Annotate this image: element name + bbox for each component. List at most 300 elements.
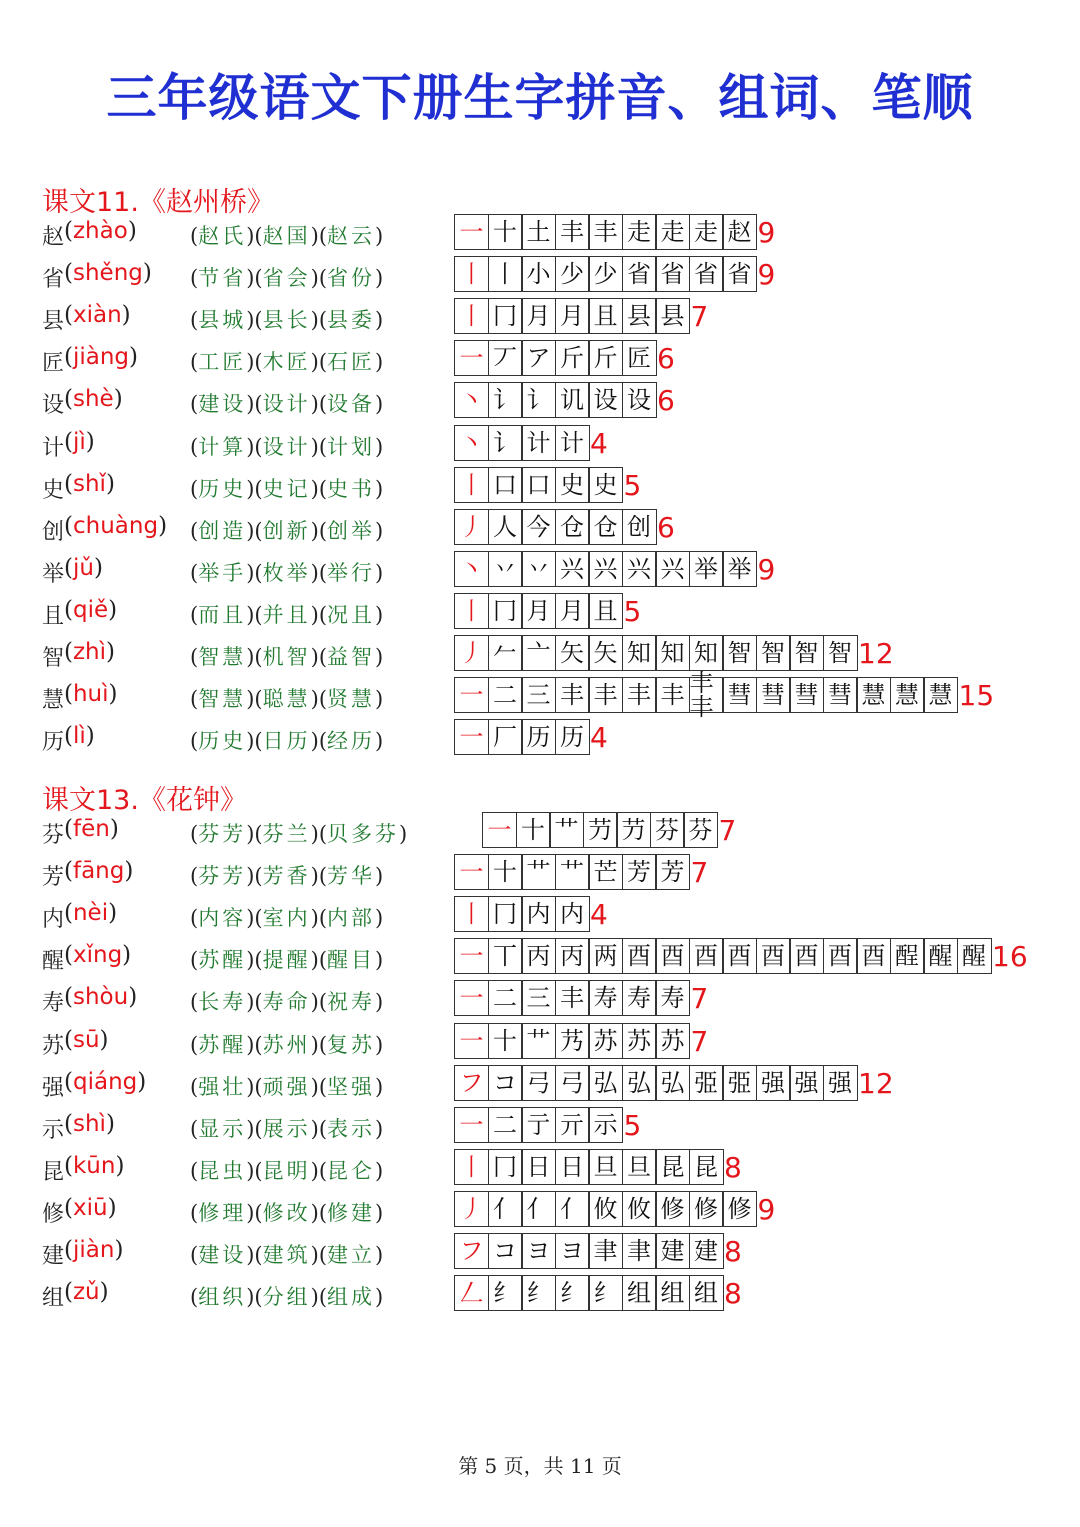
- word: 芳华: [327, 864, 376, 889]
- pinyin: (xǐng): [64, 942, 132, 969]
- stroke-step: 走: [655, 214, 690, 250]
- stroke-step: 兴: [555, 551, 590, 587]
- word: 醒目: [327, 948, 376, 973]
- stroke-step: 十: [516, 812, 551, 848]
- pinyin: (lì): [64, 723, 95, 750]
- word: 修建: [327, 1200, 376, 1225]
- word: 计算: [198, 434, 247, 459]
- stroke-step: 讥: [555, 382, 590, 418]
- stroke-step: 内: [521, 896, 556, 932]
- word-list: (智慧)(聪慧)(贤慧): [190, 687, 384, 712]
- word: 内部: [327, 906, 376, 931]
- character: 昆: [42, 1159, 65, 1185]
- word: 修理: [198, 1200, 247, 1225]
- stroke-order-grid: [454, 635, 858, 671]
- stroke-step: 弫: [722, 1065, 757, 1101]
- word: 赵云: [327, 224, 376, 248]
- stroke-step: 弓: [555, 1065, 590, 1101]
- stroke-step: 艹: [555, 854, 590, 890]
- stroke-step: 慧: [856, 677, 891, 713]
- word: 芬芳: [198, 864, 247, 889]
- stroke-step: 建: [689, 1233, 724, 1269]
- stroke-order-grid: [454, 1149, 724, 1185]
- stroke-step: 艹: [521, 1023, 556, 1059]
- word: 省会: [262, 266, 311, 291]
- character-row: [42, 1233, 1072, 1275]
- stroke-step: 智: [722, 635, 757, 671]
- word: 枚举: [262, 560, 311, 585]
- stroke-step: 组: [689, 1275, 724, 1311]
- word: 室内: [262, 906, 311, 931]
- stroke-step: 少: [555, 256, 590, 292]
- stroke-step: 旦: [588, 1149, 623, 1185]
- stroke-step: 口: [521, 467, 556, 503]
- stroke-step: 芒: [588, 854, 623, 890]
- character-row: [42, 256, 1072, 298]
- word: 益智: [327, 645, 376, 669]
- stroke-step: 计: [521, 425, 556, 461]
- pinyin: (zhào): [64, 218, 137, 244]
- word: 工匠: [198, 350, 247, 375]
- stroke-order-grid: [454, 896, 590, 932]
- word-list: (节省)(省会)(省份): [190, 266, 384, 291]
- stroke-step: 且: [588, 298, 623, 334]
- stroke-step: 设: [622, 382, 657, 418]
- stroke-step: 纟: [488, 1275, 523, 1311]
- stroke-step: コ: [488, 1065, 523, 1101]
- character-row: [42, 298, 1072, 340]
- stroke-step: 修: [689, 1191, 724, 1227]
- pinyin: (jì): [64, 428, 95, 455]
- word-list: (举手)(枚举)(举行): [190, 560, 384, 585]
- stroke-step: コ: [488, 1233, 523, 1269]
- word-list: (强壮)(顽强)(坚强): [190, 1074, 384, 1099]
- word-list: (芬芳)(芳香)(芳华): [190, 864, 384, 889]
- word: 创造: [198, 518, 247, 543]
- stroke-count: 5: [623, 1108, 642, 1142]
- word: 县委: [327, 308, 376, 333]
- word: 赵国: [262, 224, 311, 248]
- word: 举行: [327, 560, 376, 585]
- stroke-step: 一: [454, 938, 489, 974]
- stroke-step: 寿: [622, 980, 657, 1016]
- stroke-step: 醒: [957, 938, 992, 974]
- stroke-step: 丰: [655, 677, 690, 713]
- stroke-count: 8: [724, 1150, 742, 1184]
- word: 赵氏: [198, 224, 247, 248]
- character: 苏: [42, 1033, 65, 1059]
- stroke-step: 矢: [555, 635, 590, 671]
- stroke-step: 建: [655, 1233, 690, 1269]
- word: 芬芳: [198, 822, 247, 846]
- word: 设计: [262, 392, 311, 417]
- stroke-count: 4: [590, 898, 608, 932]
- stroke-step: 彗: [823, 677, 858, 713]
- stroke-step: 丨: [454, 1149, 489, 1185]
- character: 组: [42, 1286, 65, 1312]
- stroke-step: 匠: [622, 340, 657, 376]
- stroke-step: 智: [756, 635, 791, 671]
- stroke-step: 史: [555, 467, 590, 503]
- word: 县城: [198, 308, 247, 333]
- stroke-step: 修: [722, 1191, 757, 1227]
- word: 苏醒: [198, 948, 247, 973]
- stroke-step: 弫: [689, 1065, 724, 1101]
- word: 木匠: [262, 350, 311, 375]
- stroke-step: 一: [454, 1107, 489, 1143]
- word: 建立: [327, 1243, 376, 1267]
- stroke-step: 且: [588, 593, 623, 629]
- stroke-step: 弘: [622, 1065, 657, 1101]
- stroke-order-grid: [454, 1107, 623, 1143]
- stroke-step: 聿: [588, 1233, 623, 1269]
- pinyin: (chuàng): [64, 512, 168, 539]
- stroke-step: 强: [823, 1065, 858, 1101]
- stroke-step: 丨: [488, 256, 523, 292]
- character-row: [42, 551, 1072, 593]
- stroke-count: 7: [690, 856, 709, 890]
- stroke-step: 丷: [488, 551, 523, 587]
- word: 昆虫: [198, 1158, 247, 1183]
- stroke-count: 12: [858, 1066, 894, 1100]
- word-list: (赵氏)(赵国)(赵云): [190, 224, 384, 248]
- character-row: [42, 980, 1072, 1022]
- character: 举: [42, 561, 65, 587]
- stroke-step: 酉: [655, 938, 690, 974]
- stroke-step: 智: [789, 635, 824, 671]
- stroke-count: 4: [590, 426, 608, 460]
- stroke-step: 丙: [521, 938, 556, 974]
- stroke-step: 今: [521, 509, 556, 545]
- stroke-step: 酉: [622, 938, 657, 974]
- stroke-order-grid: [454, 1065, 858, 1101]
- stroke-step: 举: [722, 551, 757, 587]
- character: 建: [42, 1244, 65, 1269]
- stroke-count: 5: [623, 594, 642, 628]
- stroke-step: 史: [588, 467, 623, 503]
- stroke-count: 6: [657, 510, 675, 544]
- stroke-step: 厂: [488, 719, 523, 755]
- word-list: (苏醒)(苏州)(复苏): [190, 1032, 384, 1057]
- character: 内: [42, 907, 65, 933]
- word: 昆仑: [327, 1158, 376, 1183]
- stroke-step: 计: [555, 425, 590, 461]
- stroke-step: 芳: [622, 854, 657, 890]
- stroke-step: 一: [454, 677, 489, 713]
- character: 史: [42, 477, 65, 503]
- stroke-step: 丨: [454, 593, 489, 629]
- stroke-step: 强: [789, 1065, 824, 1101]
- word: 修改: [262, 1200, 311, 1225]
- stroke-order-grid: [454, 1233, 724, 1269]
- stroke-step: 丶: [454, 425, 489, 461]
- character-row: [42, 1107, 1072, 1149]
- character-row: [42, 1191, 1072, 1233]
- word-list: (建设)(建筑)(建立): [190, 1243, 384, 1267]
- word: 内容: [198, 906, 247, 931]
- character-row: [42, 593, 1072, 635]
- stroke-step: 亻: [555, 1191, 590, 1227]
- stroke-order-grid: [454, 340, 657, 376]
- word-list: (县城)(县长)(县委): [190, 308, 384, 333]
- stroke-step: 兴: [588, 551, 623, 587]
- stroke-step: 丰丰: [689, 677, 724, 713]
- stroke-step: 组: [622, 1275, 657, 1311]
- stroke-step: 历: [521, 719, 556, 755]
- word: 设备: [327, 392, 376, 417]
- stroke-order-grid: [454, 551, 757, 587]
- stroke-step: 人: [488, 509, 523, 545]
- stroke-order-grid: [454, 719, 590, 755]
- stroke-step: 芀: [583, 812, 618, 848]
- stroke-count: 7: [690, 300, 709, 334]
- character-row: [42, 425, 1072, 467]
- stroke-step: 月: [521, 298, 556, 334]
- word: 贝多芬: [327, 822, 400, 846]
- stroke-step: 赵: [722, 214, 757, 250]
- stroke-step: 一: [454, 719, 489, 755]
- stroke-step: フ: [454, 1065, 489, 1101]
- pinyin: (xiū): [64, 1194, 117, 1221]
- stroke-step: 丰: [588, 677, 623, 713]
- stroke-step: 二: [488, 1107, 523, 1143]
- stroke-order-grid: [454, 1023, 690, 1059]
- word-list: (长寿)(寿命)(祝寿): [190, 990, 384, 1015]
- stroke-step: 丆: [488, 340, 523, 376]
- stroke-step: 苏: [655, 1023, 690, 1059]
- word: 县长: [262, 308, 311, 333]
- stroke-step: 弓: [521, 1065, 556, 1101]
- stroke-order-grid: [454, 593, 623, 629]
- stroke-step: 彗: [756, 677, 791, 713]
- character: 匠: [42, 351, 65, 377]
- word: 组成: [327, 1285, 376, 1310]
- stroke-step: 彗: [789, 677, 824, 713]
- word: 长寿: [198, 990, 247, 1015]
- stroke-step: 艿: [555, 1023, 590, 1059]
- stroke-step: 一: [454, 214, 489, 250]
- stroke-step: 省: [689, 256, 724, 292]
- pinyin: (shì): [64, 1110, 115, 1137]
- character-row: [42, 509, 1072, 551]
- stroke-step: 纟: [521, 1275, 556, 1311]
- word: 分组: [262, 1285, 311, 1310]
- stroke-step: ア: [521, 340, 556, 376]
- stroke-step: 知: [655, 635, 690, 671]
- character: 且: [42, 603, 65, 629]
- word-list: (昆虫)(昆明)(昆仑): [190, 1158, 384, 1183]
- character: 寿: [42, 991, 65, 1017]
- character: 芳: [42, 865, 65, 891]
- character: 强: [42, 1075, 65, 1101]
- stroke-order-grid: [454, 1191, 757, 1227]
- stroke-step: 斤: [588, 340, 623, 376]
- stroke-step: 丰: [555, 677, 590, 713]
- stroke-step: 一: [454, 340, 489, 376]
- word: 创举: [327, 518, 376, 543]
- stroke-order-grid: [454, 382, 657, 418]
- character: 历: [42, 730, 65, 756]
- stroke-step: 酉: [823, 938, 858, 974]
- character: 计: [42, 435, 65, 461]
- word: 复苏: [327, 1032, 376, 1057]
- word: 芬兰: [262, 822, 311, 846]
- word: 聪慧: [262, 687, 311, 712]
- stroke-step: 攸: [622, 1191, 657, 1227]
- stroke-order-grid: [454, 256, 757, 292]
- stroke-step: 十: [488, 214, 523, 250]
- stroke-count: 15: [958, 679, 995, 713]
- character: 创: [42, 519, 65, 545]
- pinyin: (jǔ): [64, 554, 103, 581]
- stroke-step: 丰: [555, 980, 590, 1016]
- stroke-step: 芬: [650, 812, 685, 848]
- word-list: (创造)(创新)(创举): [190, 518, 384, 543]
- word: 计划: [327, 434, 376, 459]
- stroke-count: 8: [724, 1277, 742, 1311]
- stroke-step: 丨: [454, 467, 489, 503]
- pinyin: (kūn): [64, 1152, 125, 1179]
- stroke-order-grid: [454, 467, 623, 503]
- word: 创新: [262, 518, 311, 543]
- word: 并且: [262, 602, 311, 627]
- pinyin: (fēn): [64, 816, 119, 842]
- pinyin: (jiàng): [64, 344, 139, 371]
- pinyin: (xiàn): [64, 302, 131, 329]
- word: 机智: [262, 645, 311, 669]
- stroke-count: 7: [690, 1024, 709, 1058]
- word: 建设: [198, 1243, 247, 1267]
- word: 苏醒: [198, 1032, 247, 1057]
- word-list: (工匠)(木匠)(石匠): [190, 350, 384, 375]
- word: 而且: [198, 602, 247, 627]
- stroke-step: 丿: [454, 509, 489, 545]
- stroke-step: 创: [622, 509, 657, 545]
- lesson-heading: 课文13.《花钟》: [42, 785, 247, 816]
- stroke-step: 示: [588, 1107, 623, 1143]
- stroke-step: 丨: [454, 896, 489, 932]
- word: 史书: [327, 476, 376, 501]
- stroke-step: 彗: [722, 677, 757, 713]
- stroke-count: 7: [718, 814, 737, 847]
- stroke-step: 土: [521, 214, 556, 250]
- stroke-step: 走: [689, 214, 724, 250]
- stroke-step: 旦: [622, 1149, 657, 1185]
- stroke-step: 走: [622, 214, 657, 250]
- stroke-step: 攸: [588, 1191, 623, 1227]
- stroke-step: 丷: [521, 551, 556, 587]
- word: 历史: [198, 476, 247, 501]
- word: 节省: [198, 266, 247, 291]
- stroke-step: 慧: [923, 677, 958, 713]
- stroke-step: 日: [521, 1149, 556, 1185]
- stroke-order-grid: [454, 1275, 724, 1311]
- word: 寿命: [262, 990, 311, 1015]
- stroke-step: ヨ: [521, 1233, 556, 1269]
- word: 石匠: [327, 350, 376, 375]
- character: 醒: [42, 949, 65, 975]
- stroke-step: 修: [655, 1191, 690, 1227]
- stroke-step: 冂: [488, 593, 523, 629]
- stroke-step: 丅: [488, 938, 523, 974]
- word: 智慧: [198, 645, 247, 669]
- pinyin: (sū): [64, 1026, 109, 1053]
- stroke-count: 9: [757, 1192, 776, 1226]
- stroke-step: 县: [655, 298, 690, 334]
- stroke-step: 纟: [555, 1275, 590, 1311]
- stroke-step: 弘: [655, 1065, 690, 1101]
- stroke-step: 设: [588, 382, 623, 418]
- word: 显示: [198, 1116, 247, 1141]
- word-list: (计算)(设计)(计划): [190, 434, 384, 459]
- stroke-step: 丰: [555, 214, 590, 250]
- stroke-step: 丿: [454, 1191, 489, 1227]
- stroke-step: 酉: [689, 938, 724, 974]
- stroke-order-grid: [454, 854, 690, 890]
- stroke-step: 酲: [890, 938, 925, 974]
- stroke-count: 16: [992, 940, 1028, 974]
- stroke-order-grid: [482, 812, 718, 848]
- word: 史记: [262, 476, 311, 501]
- character-row: [42, 467, 1072, 509]
- stroke-step: 一: [482, 812, 517, 848]
- stroke-step: 一: [454, 854, 489, 890]
- stroke-step: 丰: [622, 677, 657, 713]
- word: 举手: [198, 560, 247, 585]
- pinyin: (nèi): [64, 900, 118, 927]
- stroke-step: 三: [521, 677, 556, 713]
- stroke-step: 讠: [488, 382, 523, 418]
- pinyin: (shěng): [64, 260, 152, 287]
- character: 示: [42, 1117, 65, 1143]
- stroke-step: 艹: [521, 854, 556, 890]
- character-row: [42, 896, 1072, 938]
- word-list: (建设)(设计)(设备): [190, 392, 384, 417]
- stroke-step: 冂: [488, 896, 523, 932]
- word: 展示: [262, 1116, 311, 1141]
- stroke-order-grid: [454, 214, 757, 250]
- character-row: [42, 719, 1072, 761]
- stroke-count: 6: [657, 342, 675, 376]
- stroke-order-grid: [454, 938, 992, 974]
- stroke-step: 斤: [555, 340, 590, 376]
- stroke-order-grid: [454, 298, 690, 334]
- word: 强壮: [198, 1074, 247, 1099]
- stroke-step: 两: [588, 938, 623, 974]
- pinyin: (shǐ): [64, 470, 115, 497]
- stroke-step: 寿: [588, 980, 623, 1016]
- stroke-step: フ: [454, 1233, 489, 1269]
- stroke-step: 口: [488, 467, 523, 503]
- stroke-step: 慧: [890, 677, 925, 713]
- stroke-count: 4: [590, 721, 608, 755]
- stroke-step: 历: [555, 719, 590, 755]
- stroke-step: 酉: [856, 938, 891, 974]
- stroke-step: 月: [555, 593, 590, 629]
- pinyin: (qiě): [64, 596, 118, 623]
- character: 修: [42, 1201, 65, 1227]
- character-row: [42, 669, 1072, 722]
- word-list: (而且)(并且)(况且): [190, 602, 384, 627]
- word-list: (显示)(展示)(表示): [190, 1116, 384, 1141]
- word-list: (智慧)(机智)(益智): [190, 645, 384, 669]
- character: 省: [42, 267, 65, 293]
- stroke-step: 二: [488, 677, 523, 713]
- stroke-step: 智: [823, 635, 858, 671]
- page-title: 三年级语文下册生字拼音、组词、笔顺: [106, 69, 974, 127]
- stroke-step: 强: [756, 1065, 791, 1101]
- stroke-step: 聿: [622, 1233, 657, 1269]
